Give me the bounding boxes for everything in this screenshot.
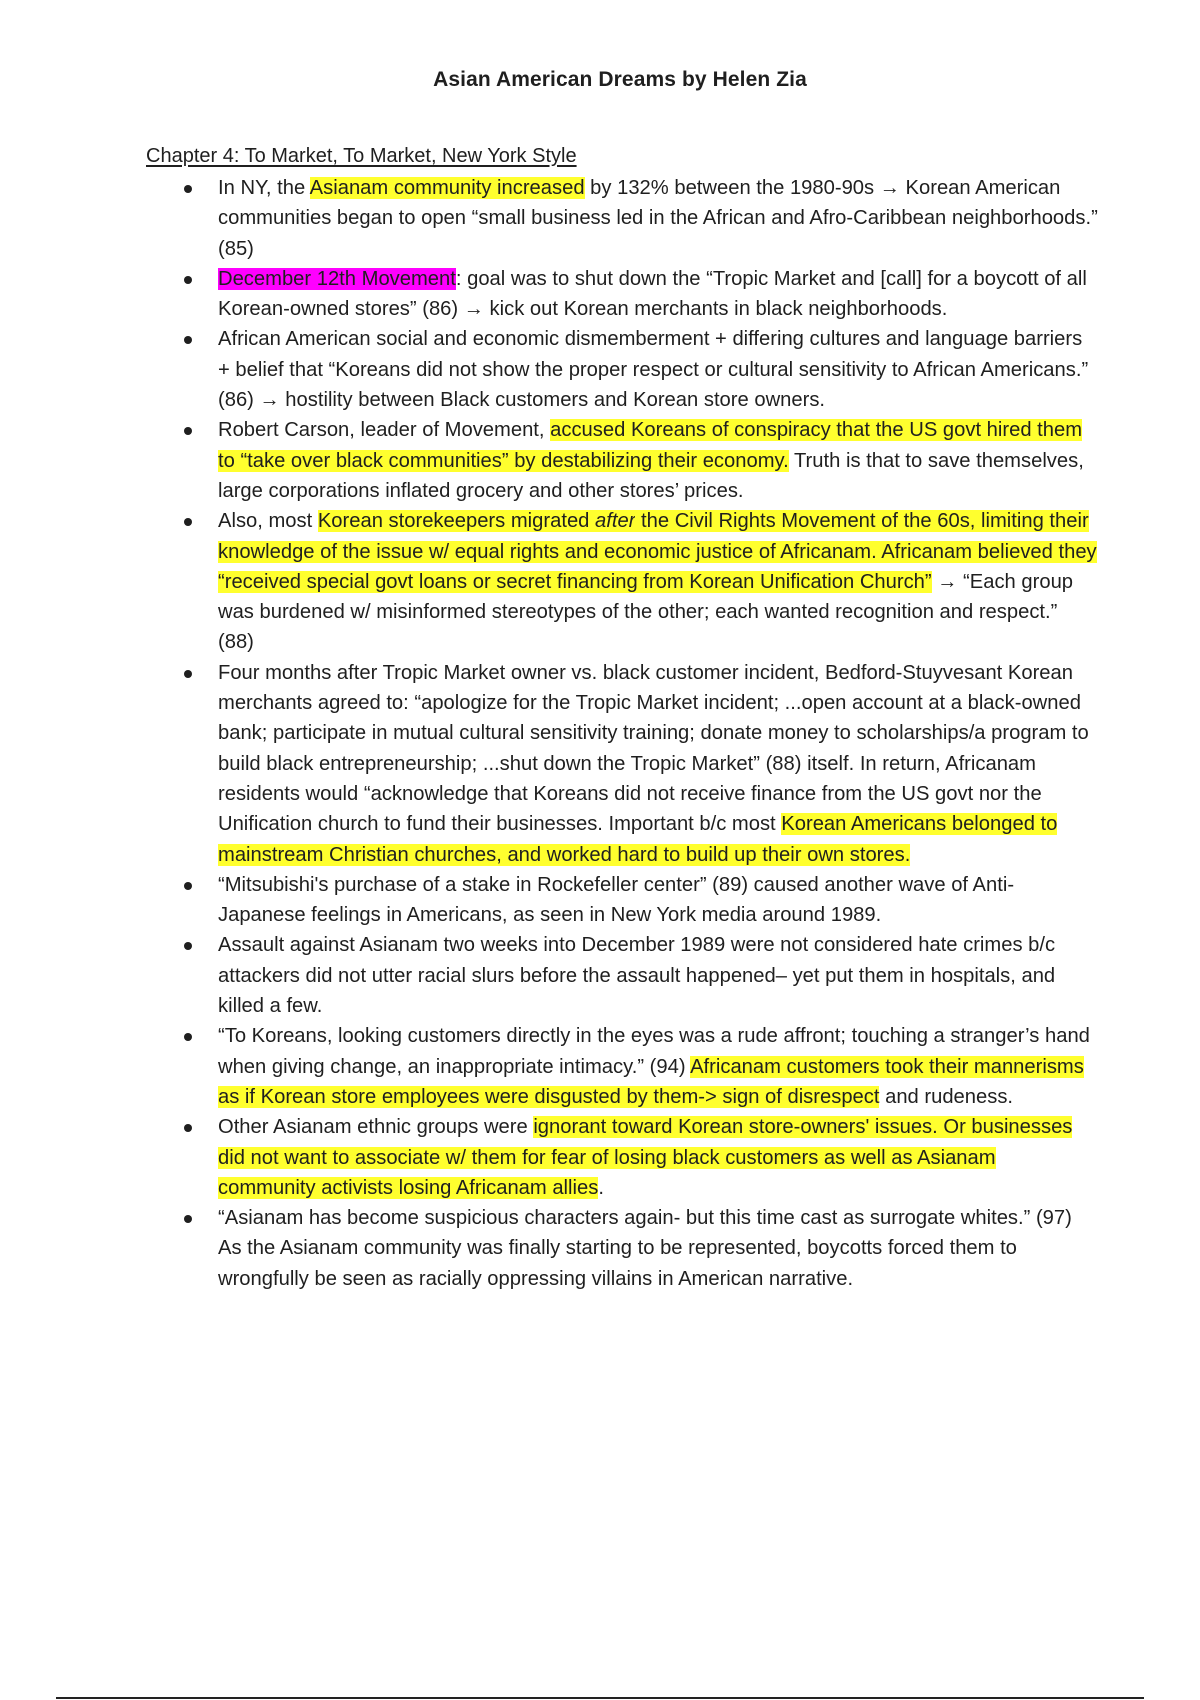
note-text: Assault against Asianam two weeks into December 1989 were not considered hate crimes b/c attackers did not utter racial slurs before the assault happened– yet put them in hospitals, and killed a few.	[218, 934, 1056, 1018]
bullet-icon	[184, 185, 192, 193]
highlighted-text: Africanam customers took their mannerisms as if Korean store employees were disgusted by them-> sign of disrespect	[218, 1055, 1084, 1108]
note-item	[178, 1112, 1098, 1203]
chapter-heading: Chapter 4: To Market, To Market, New York Style	[146, 145, 577, 167]
highlighted-text: Korean storekeepers migrated	[317, 510, 596, 533]
bullet-icon	[184, 882, 192, 890]
note-text: → “Each group was burdened w/ misinformed stereotypes of the other; each wanted recognition and respect.” (88)	[218, 570, 1074, 654]
note-text: “To Koreans, looking customers directly in the eyes was a rude affront; touching a stranger’s hand when giving change, an inappropriate intimacy.” (94)	[218, 1025, 1090, 1078]
highlighted-text: after	[595, 510, 636, 533]
note-item	[178, 870, 1098, 931]
bullet-icon	[184, 1215, 192, 1223]
footer-divider	[56, 1697, 1144, 1699]
note-text: and rudeness.	[879, 1085, 1014, 1108]
note-text: .	[598, 1176, 604, 1199]
highlighted-text: ignorant toward Korean store-owners' issues. Or businesses did not want to associate w/ them for fear of losing black customers as well as Asianam community activists losing Africanam allies	[218, 1116, 1073, 1199]
highlighted-text: December 12th Movement	[218, 267, 456, 290]
note-item	[178, 264, 1098, 325]
note-item	[178, 324, 1098, 415]
bullet-icon	[184, 942, 192, 950]
bullet-icon	[184, 427, 192, 435]
note-item	[178, 506, 1098, 657]
note-text: “Mitsubishi's purchase of a stake in Rockefeller center” (89) caused another wave of Anti-Japanese feelings in Americans, as seen in New York media around 1989.	[218, 873, 1015, 927]
note-item	[178, 658, 1098, 870]
note-text: “Asianam has become suspicious characters again- but this time cast as surrogate whites.” (97) As the Asianam community was finally starting to be represented, boycotts forced them to wrongfully be seen as racially oppressing villains in American narrative.	[218, 1207, 1072, 1290]
note-text: : goal was to shut down the “Tropic Market and [call] for a boycott of all Korean-owned stores” (86) → kick out Korean merchants in black neighborhoods.	[218, 267, 1087, 321]
bullet-icon	[184, 518, 192, 526]
note-text: Also, most	[218, 510, 318, 533]
document-title: Asian American Dreams by Helen Zia	[433, 68, 807, 91]
note-item	[178, 173, 1098, 264]
note-text: Four months after Tropic Market owner vs. black customer incident, Bedford-Stuyvesant Korean merchants agreed to: “apologize for the Tropic Market incident; ...open account at a black-owned bank; participate in mutual cultural sensitivity training; donate money to scholarships/a program to build black entrepreneurship; ...shut down the Tropic Market” (88) itself. In return, Africanam residents would “acknowledge that Koreans did not receive finance from the US govt nor the Unification church to fund their businesses. Important b/c most	[218, 661, 1089, 836]
note-text: African American social and economic dismemberment + differing cultures and language barriers + belief that “Koreans did not show the proper respect or cultural sensitivity to African Americans.” (86) → hostility between Black customers and Korean store owners.	[218, 328, 1089, 412]
note-text: Other Asianam ethnic groups were	[218, 1116, 534, 1139]
note-item	[178, 930, 1098, 1021]
bullet-icon	[184, 336, 192, 344]
note-text: Truth is that to save themselves, large corporations inflated grocery and other stores’ prices.	[218, 449, 1084, 502]
highlighted-text: the Civil Rights Movement of the 60s, limiting their knowledge of the issue w/ equal rights and economic justice of Africanam. Africanam believed they “received special govt loans or secret financing from Korean Unification Church”	[218, 510, 1097, 593]
highlighted-text: accused Koreans of conspiracy that the US govt hired them to “take over black communities” by destabilizing their economy.	[218, 419, 1083, 472]
highlighted-text: Korean Americans belonged to mainstream Christian churches, and worked hard to build up their own stores.	[218, 813, 1058, 866]
notes-bullet-list	[178, 173, 1098, 1294]
highlighted-text: Asianam community increased	[309, 177, 585, 199]
bullet-icon	[184, 1124, 192, 1132]
note-text: Robert Carson, leader of Movement,	[218, 419, 551, 442]
bullet-icon	[184, 276, 192, 284]
note-text: by 132% between the 1980-90s → Korean American communities began to open “small business led in the African and Afro-Caribbean neighborhoods.” (85)	[218, 177, 1098, 260]
note-item	[178, 1203, 1098, 1294]
bullet-icon	[184, 1033, 192, 1041]
bullet-icon	[184, 670, 192, 678]
note-text: In NY, the	[218, 177, 310, 199]
note-item	[178, 1021, 1098, 1112]
note-item	[178, 415, 1098, 506]
